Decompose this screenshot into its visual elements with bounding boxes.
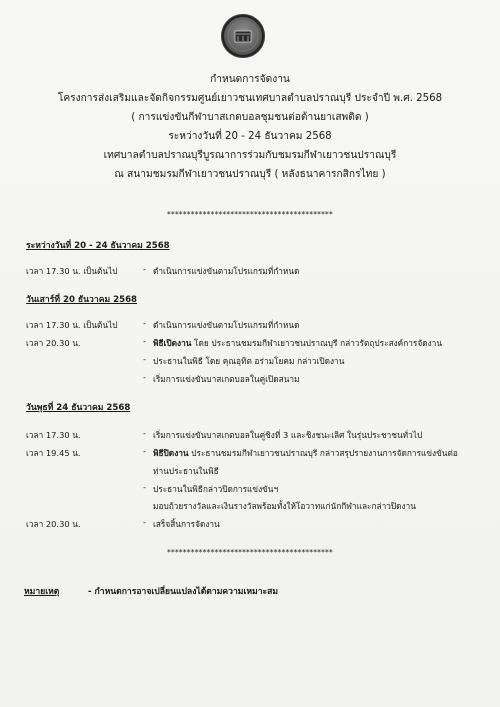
row-description	[153, 354, 344, 368]
note-text: - กำหนดการอาจเปลี่ยนแปลงได้ตามความเหมาะสม	[88, 587, 279, 597]
header-line-1: กำหนดการจัดงาน	[210, 74, 290, 85]
row-desc-text: ดำเนินการแข่งขันตามโปรแกรมที่กำหนด	[153, 320, 300, 330]
row-description	[153, 318, 299, 332]
row-desc-text: เริ่มการแข่งขันบาสเกตบอลในคู่เปิดสนาม	[153, 374, 300, 384]
row-dash: -	[143, 517, 146, 527]
row-time: เวลา 19.45 น.	[26, 448, 81, 458]
row-dash: -	[143, 446, 146, 456]
separator-bottom: ******************************************	[167, 548, 333, 557]
row-desc-text: ดำเนินการแข่งขันตามโปรแกรมที่กำหนด	[153, 266, 300, 276]
row-time: เวลา 20.30 น.	[26, 338, 81, 348]
row-desc-text: เริ่มการแข่งขันบาสเกตบอลในคู่ชิงที่ 3 และชิงชนะเลิศ ในรุ่นประชาชนทั่วไป	[153, 430, 423, 440]
row-time: เวลา 17.30 น.	[26, 430, 81, 440]
row-dash: -	[143, 428, 146, 438]
row-description	[153, 264, 299, 278]
row-desc-text: ประธานชมรมกีฬาเยาวชนปราณบุรี กล่าวสรุปรายงานการจัดการแข่งขันต่อ	[188, 448, 458, 458]
row-desc-text: โดย ประธานชมรมกีฬาเยาวชนปราณบุรี กล่าวรัตถุประสงค์การจัดงาน	[191, 338, 443, 348]
header-line-2: โครงการส่งเสริมและจัดกิจกรรมศูนย์เยาวชนเทศบาลตำบลปราณบุรี ประจำปี พ.ศ. 2568	[57, 93, 443, 104]
row-desc-text: ท่านประธานในพิธี	[153, 466, 219, 476]
row-description	[153, 482, 278, 496]
header-line-4: ระหว่างวันที่ 20 - 24 ธันวาคม 2568	[168, 131, 332, 142]
section-title-saturday: วันเสาร์ที่ 20 ธันวาคม 2568	[26, 295, 138, 305]
row-time: เวลา 20.30 น.	[26, 519, 81, 529]
header-line-5: เทศบาลตำบลปราณบุรีบูรณาการร่วมกับชมรมกีฬาเยาวชนปราณบุรี	[103, 150, 397, 161]
row-dash: -	[143, 318, 146, 328]
document-header	[0, 70, 500, 184]
row-dash: -	[143, 482, 146, 492]
section-title-period: ระหว่างวันที่ 20 - 24 ธันวาคม 2568	[26, 241, 170, 251]
row-desc-text: มอบถ้วยรางวัลและเงินรางวัลพร้อมทั้งให้โอวาทแก่นักกีฬาและกล่าวปิดงาน	[153, 501, 416, 511]
row-description	[153, 499, 416, 513]
row-description	[153, 336, 442, 350]
row-time: เวลา 17.30 น. เป็นต้นไป	[26, 266, 118, 276]
separator-top: ******************************************	[167, 210, 333, 219]
row-description	[153, 517, 220, 531]
row-dash: -	[143, 354, 146, 364]
row-desc-text: ประธานในพิธีกล่าวปิดการแข่งขันฯ	[153, 484, 279, 494]
row-time: เวลา 17.30 น. เป็นต้นไป	[26, 320, 118, 330]
row-dash: -	[143, 372, 146, 382]
header-line-3: ( การแข่งขันกีฬาบาสเกตบอลชุมชนต่อต้านยาเสพติด )	[131, 112, 369, 123]
row-lead: พิธีปิดงาน	[153, 448, 189, 458]
row-description	[153, 372, 300, 386]
row-lead: พิธีเปิดงาน	[153, 338, 192, 348]
row-description	[153, 446, 458, 460]
row-desc-text: ประธานในพิธี โดย คุณอุทิต อร่ามโยคม กล่าวเปิดงาน	[153, 356, 345, 366]
row-description	[153, 428, 422, 442]
note-label: หมายเหตุ	[24, 587, 60, 597]
row-dash: -	[143, 336, 146, 346]
row-dash: -	[143, 264, 146, 274]
municipality-seal-icon	[221, 14, 265, 58]
row-desc-text: เสร็จสิ้นการจัดงาน	[153, 519, 220, 529]
row-description	[153, 464, 219, 478]
section-title-wednesday: วันพุธที่ 24 ธันวาคม 2568	[26, 403, 131, 413]
header-line-6: ณ สนามชมรมกีฬาเยาวชนปราณบุรี ( หลังธนาคารกสิกรไทย )	[114, 169, 386, 180]
